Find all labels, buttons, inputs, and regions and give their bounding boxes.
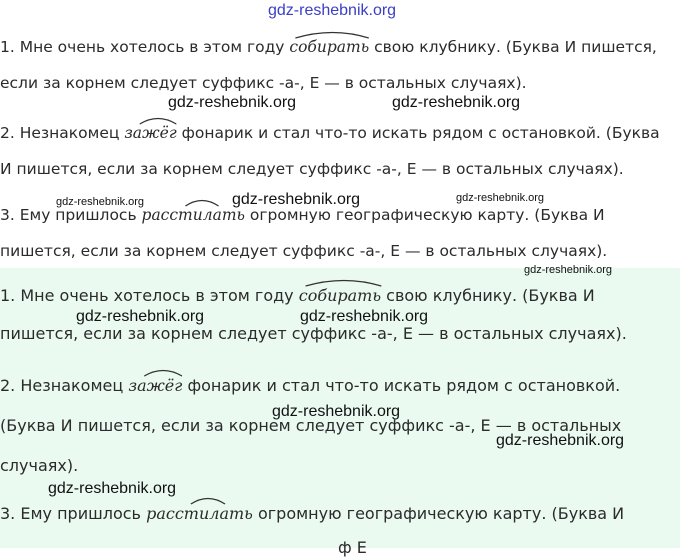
watermark: gdz-reshebnik.org xyxy=(496,432,625,449)
root-arc-mark xyxy=(299,277,381,287)
watermark: gdz-reshebnik.org xyxy=(268,2,397,19)
text: свою клубнику. (Буква И xyxy=(381,286,595,305)
watermark: gdz-reshebnik.org xyxy=(272,403,401,420)
green-sentence-2-line-1 xyxy=(0,376,620,395)
green-sentence-2-line-2: (Буква И пишется, если за корнем следует суффикс -а-, Е — в остальных xyxy=(0,416,622,435)
text: свою клубнику. (Буква И пишется, xyxy=(369,38,657,56)
green-sentence-1-line-2: пишется, если за корнем следует суффикс -а-, Е — в остальных случаях). xyxy=(0,324,627,343)
word-rasstilat xyxy=(142,206,245,224)
watermark: gdz-reshebnik.org xyxy=(524,264,613,276)
text: 2. Незнакомец xyxy=(0,376,129,395)
white-sentence-1-line-2: если за корнем следует суффикс -а-, Е — в остальных случаях). xyxy=(0,74,527,92)
word-sobirat xyxy=(289,38,369,56)
watermark: gdz-reshebnik.org xyxy=(456,192,545,204)
text: огромную географическую карту. (Буква И xyxy=(252,504,625,523)
watermark: gdz-reshebnik.org xyxy=(76,308,205,325)
word-text: расстилать xyxy=(146,504,253,523)
white-sentence-3-line-2: пишется, если за корнем следует суффикс -а-, Е — в остальных случаях). xyxy=(0,242,608,260)
watermark: gdz-reshebnik.org xyxy=(392,94,521,111)
root-arc-mark xyxy=(124,115,176,125)
green-sentence-1-line-1 xyxy=(0,286,595,305)
word-zazhyog xyxy=(128,376,182,395)
watermark: gdz-reshebnik.org xyxy=(232,191,361,208)
word-text: собирать xyxy=(289,38,370,56)
text: 1. Мне очень хотелось в этом году xyxy=(0,286,299,305)
white-sentence-2-line-1 xyxy=(0,124,660,142)
word-text: зажёг xyxy=(128,376,183,395)
watermark: gdz-reshebnik.org xyxy=(48,480,177,497)
word-rasstilat xyxy=(146,504,253,523)
text: 3. Ему пришлось xyxy=(0,504,147,523)
watermark: gdz-reshebnik.org xyxy=(168,94,297,111)
text: фонарик и стал что-то искать рядом с остановкой. xyxy=(182,376,621,395)
text: огромную географическую карту. (Буква И xyxy=(244,206,605,224)
text: 1. Мне очень хотелось в этом году xyxy=(0,38,290,56)
word-text: расстилать xyxy=(141,206,245,224)
word-zazhyog xyxy=(124,124,176,142)
word-sobirat xyxy=(299,286,381,305)
watermark: gdz-reshebnik.org xyxy=(300,308,429,325)
root-arc-mark xyxy=(142,197,245,207)
text: 2. Незнакомец xyxy=(0,124,125,142)
word-text: собирать xyxy=(298,286,382,305)
white-sentence-1-line-1 xyxy=(0,38,657,56)
word-text: зажёг xyxy=(124,124,177,142)
white-sentence-2-line-2: И пишется, если за корнем следует суффикс -а-, Е — в остальных случаях). xyxy=(0,160,624,178)
green-sentence-3-line-2-partial: ф Е xyxy=(338,538,367,557)
root-arc-mark xyxy=(128,367,182,377)
root-arc-mark xyxy=(289,29,369,39)
text: 3. Ему пришлось xyxy=(0,206,142,224)
watermark: gdz-reshebnik.org xyxy=(56,196,145,208)
green-sentence-3-line-1 xyxy=(0,504,624,523)
green-sentence-2-line-3: случаях). xyxy=(0,456,79,475)
text: фонарик и стал что-то искать рядом с остановкой. (Буква xyxy=(176,124,660,142)
